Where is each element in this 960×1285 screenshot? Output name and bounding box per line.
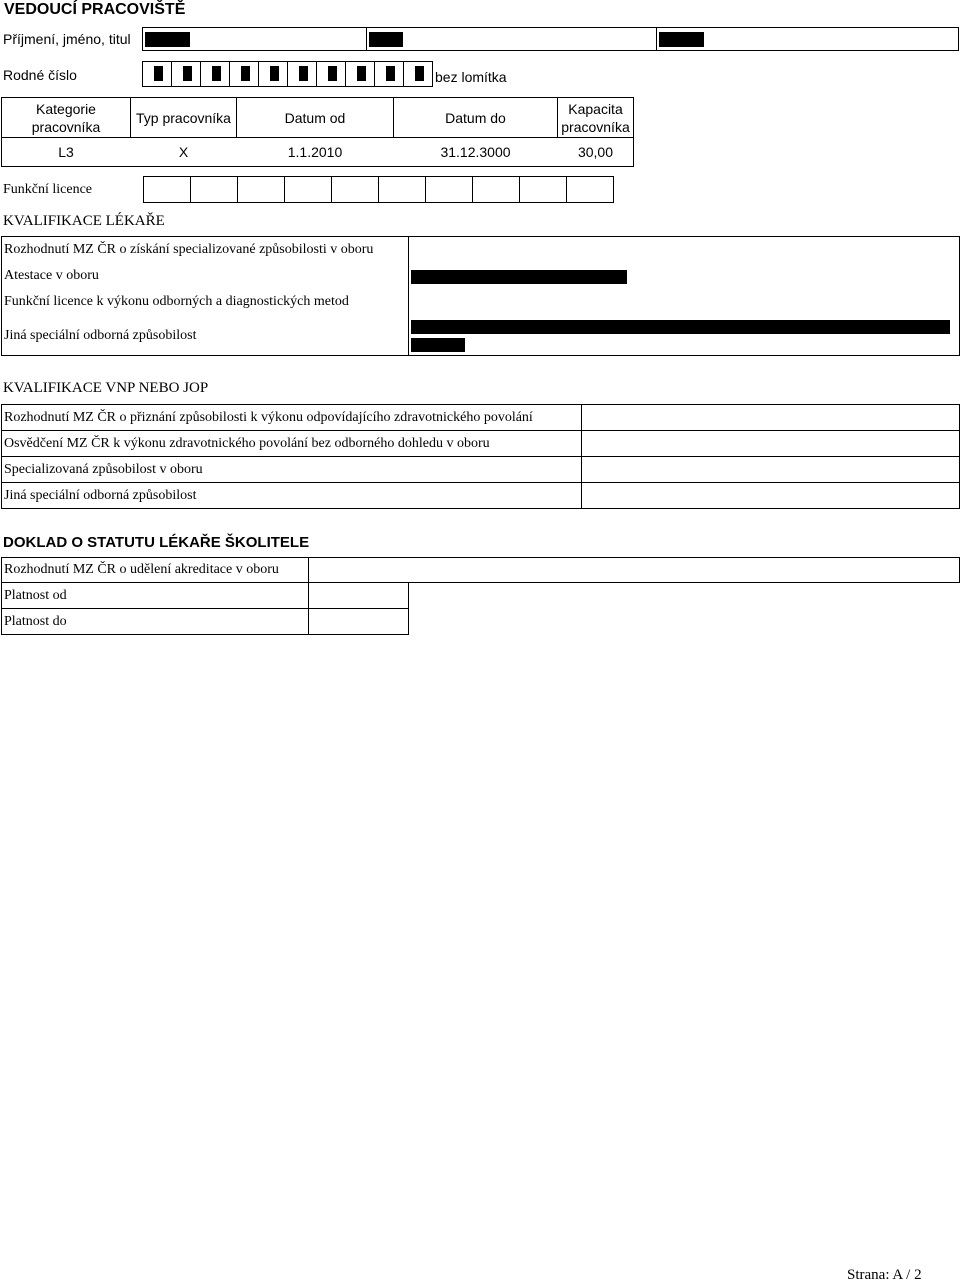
col-header-kategorie: Kategorie pracovníka [1,97,131,138]
kval-lekare-row-funkcni: Funkční licence k výkonu odborných a diagnostických metod [4,294,349,309]
birth-number-label: Rodné číslo [3,67,77,83]
redacted-firstname [369,32,403,47]
cell-typ: X [178,144,189,160]
cell-datum-od: 1.1.2010 [287,144,343,160]
name-label: Příjmení, jméno, titul [3,31,131,47]
redacted-digit [212,66,221,81]
redacted-digit [357,66,366,81]
func-license-box[interactable] [472,176,520,203]
birth-number-note: bez lomítka [435,69,507,85]
redacted-jina-line2 [411,338,465,352]
redacted-digit [241,66,250,81]
section-title-kval-lekare: KVALIFIKACE LÉKAŘE [3,213,165,229]
func-license-box[interactable] [143,176,191,203]
skolitel-divider [308,557,309,583]
skolitel-label-platnost-od: Platnost od [4,588,67,603]
func-license-box[interactable] [425,176,473,203]
kval-lekare-row-jina: Jiná speciální odborná způsobilost [4,328,197,343]
redacted-title [659,32,704,47]
kval-vnp-label-osvedceni: Osvědčení MZ ČR k výkonu zdravotnického povolání bez odborného dohledu v oboru [4,436,490,451]
redacted-surname [145,32,190,47]
skolitel-divider-do [308,608,309,635]
kval-lekare-row-atestace: Atestace v oboru [4,268,99,283]
skolitel-divider-od [308,582,309,609]
redacted-digit [386,66,395,81]
redacted-digit [415,66,424,81]
redacted-digit [154,66,163,81]
func-license-box[interactable] [237,176,285,203]
skolitel-label-platnost-do: Platnost do [4,614,67,629]
col-header-datum-do: Datum do [393,97,558,138]
func-license-box[interactable] [190,176,238,203]
section-title-skolitel: DOKLAD O STATUTU LÉKAŘE ŠKOLITELE [3,534,310,551]
cell-datum-do: 31.12.3000 [440,144,511,160]
page-number: Strana: A / 2 [847,1267,922,1283]
func-license-box[interactable] [519,176,567,203]
section-title-kval-vnp: KVALIFIKACE VNP NEBO JOP [3,380,209,396]
kval-vnp-label-jina: Jiná speciální odborná způsobilost [4,488,197,503]
redacted-atestace [411,270,627,284]
func-license-label: Funkční licence [3,182,93,197]
section-title-vedouci: VEDOUCÍ PRACOVIŠTĚ [4,1,186,18]
kval-lekare-row-rozhodnuti: Rozhodnutí MZ ČR o získání specializované způsobilosti v oboru [4,242,374,257]
redacted-digit [183,66,192,81]
kval-lekare-divider [408,236,409,356]
kval-vnp-divider [581,404,582,431]
kval-vnp-divider [581,482,582,509]
kval-vnp-divider [581,456,582,483]
func-license-box[interactable] [284,176,332,203]
func-license-box[interactable] [331,176,379,203]
redacted-digit [328,66,337,81]
redacted-jina-line1 [411,320,950,334]
skolitel-label-rozhodnuti: Rozhodnutí MZ ČR o udělení akreditace v oboru [4,562,279,577]
func-license-box[interactable] [566,176,614,203]
cell-kapacita: 30,00 [577,144,614,160]
kval-vnp-divider [581,430,582,457]
col-header-kapacita: Kapacita pracovníka [557,97,634,138]
col-header-datum-od: Datum od [236,97,394,138]
kval-vnp-label-rozhodnuti: Rozhodnutí MZ ČR o přiznání způsobilosti k výkonu odpovídajícího zdravotnického povolání [4,410,533,425]
redacted-digit [299,66,308,81]
func-license-box[interactable] [378,176,426,203]
cell-kategorie: L3 [58,144,74,160]
kval-vnp-label-specializovana: Specializovaná způsobilost v oboru [4,462,203,477]
firstname-field[interactable] [366,27,657,51]
redacted-digit [270,66,279,81]
col-header-typ: Typ pracovníka [130,97,237,138]
